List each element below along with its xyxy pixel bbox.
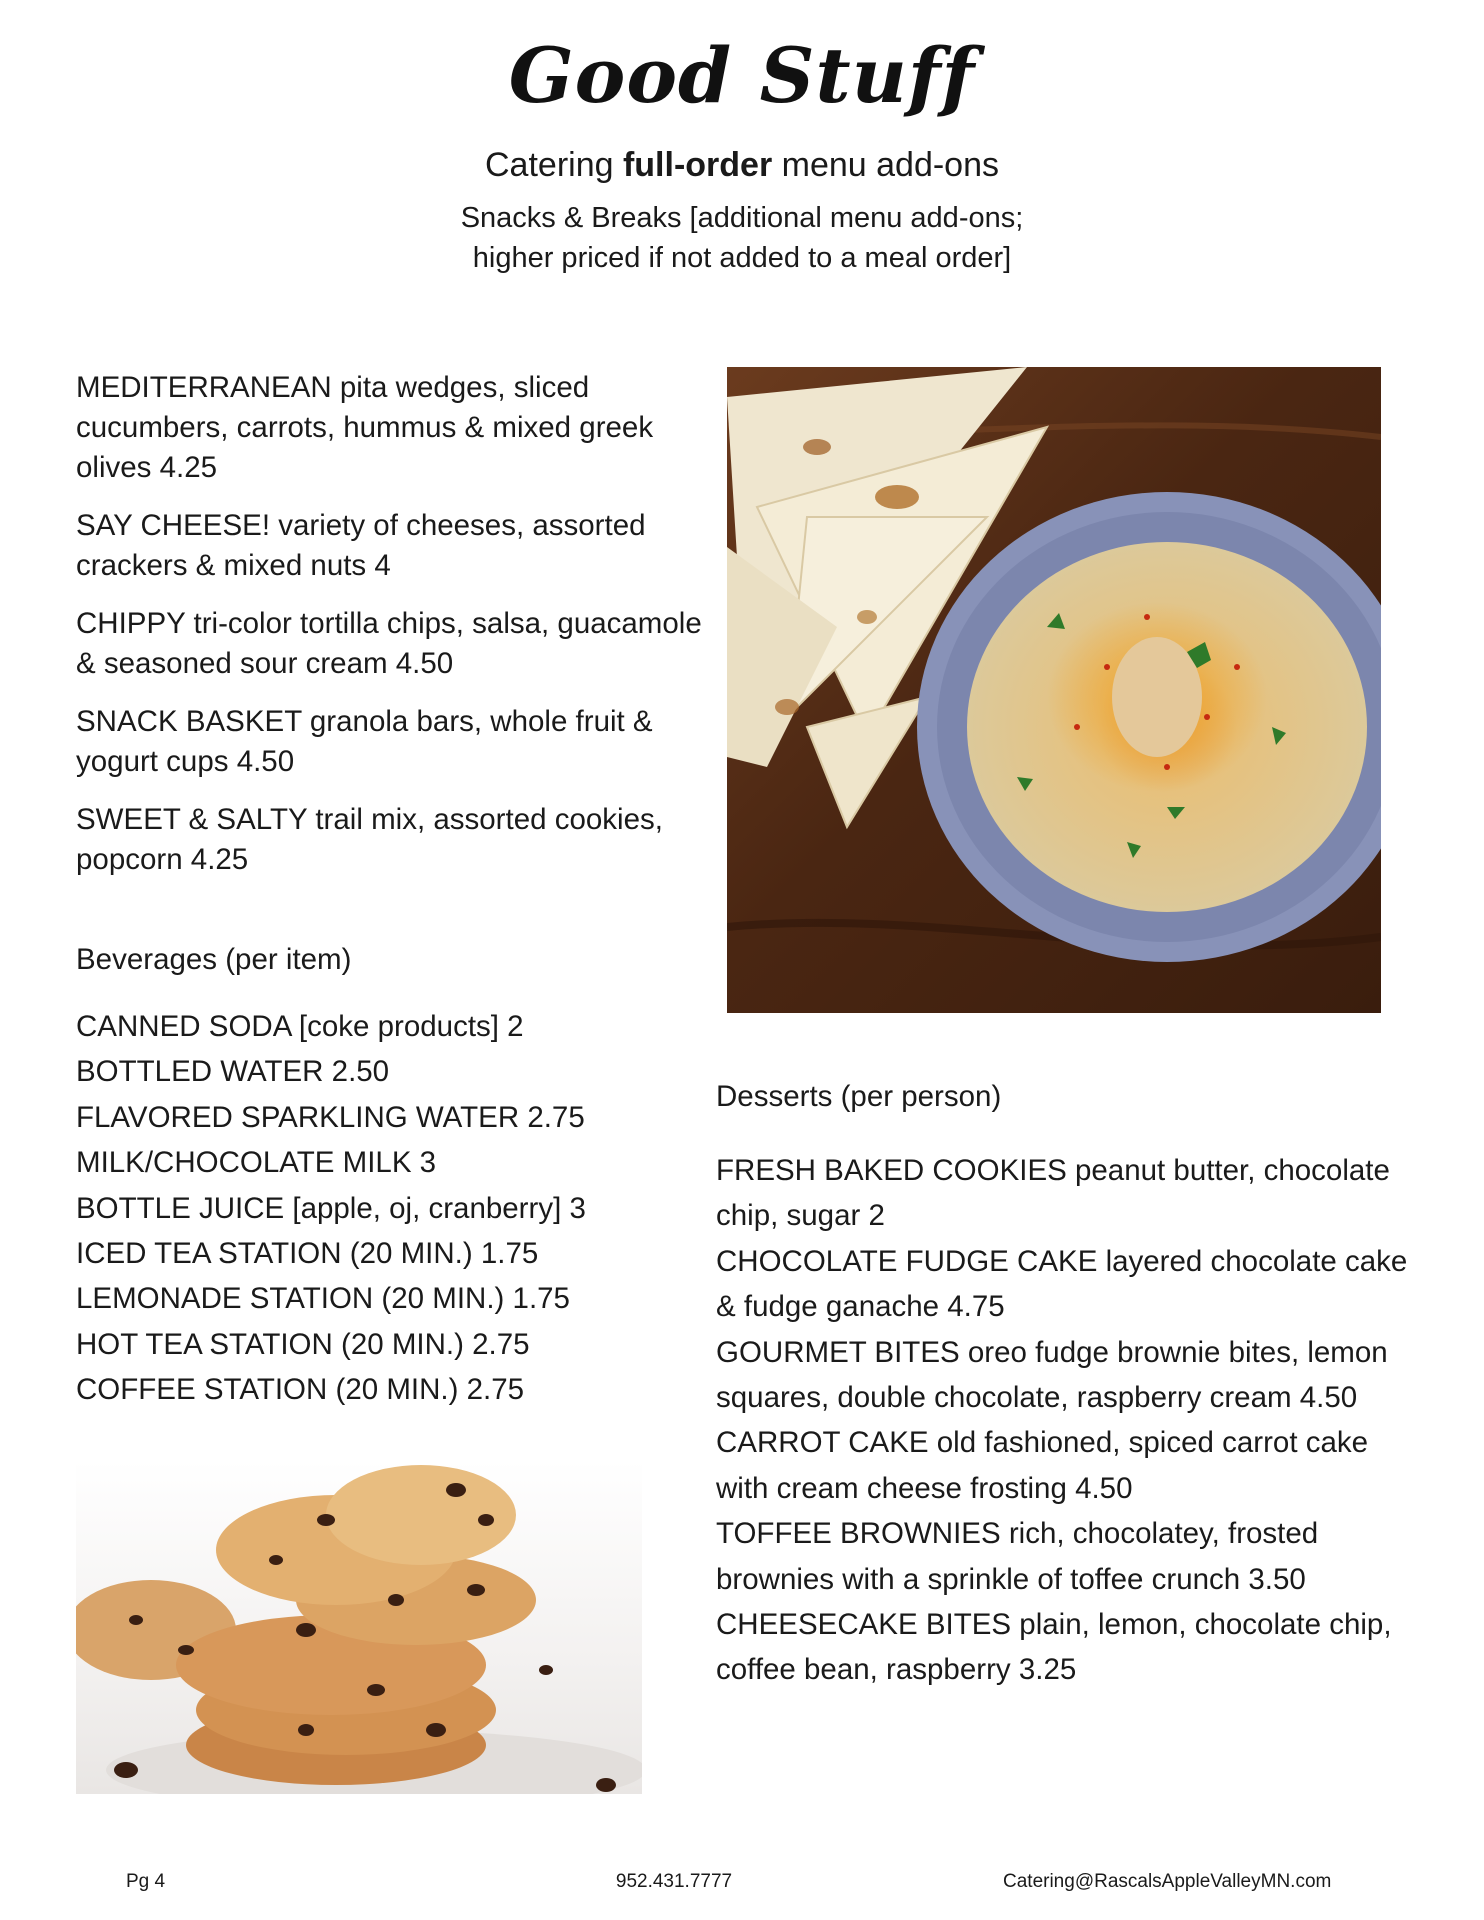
beverage-item: BOTTLED WATER 2.50	[76, 1055, 390, 1089]
note-line-1: Snacks & Breaks [additional menu add-ons;	[460, 202, 1024, 234]
dessert-item: FRESH BAKED COOKIES peanut butter, chocolate chip, sugar 2	[716, 1154, 1390, 1233]
desserts-list	[716, 1148, 1426, 1693]
snack-item: SNACK BASKET granola bars, whole fruit & yogurt cups 4.50	[76, 705, 653, 778]
beverage-item: FLAVORED SPARKLING WATER 2.75	[76, 1100, 585, 1134]
note-line-2: higher priced if not added to a meal order]	[472, 242, 1012, 274]
dessert-item: GOURMET BITES oreo fudge brownie bites, lemon squares, double chocolate, raspberry cream 4.50	[716, 1335, 1388, 1415]
snacks-breaks-note	[0, 198, 1484, 278]
snack-item: SWEET & SALTY trail mix, assorted cookies, popcorn 4.25	[76, 803, 663, 876]
beverage-item: COFFEE STATION (20 MIN.) 2.75	[76, 1373, 525, 1407]
footer-email: Catering@RascalsAppleValleyMN.com	[1003, 1871, 1332, 1892]
beverage-item: LEMONADE STATION (20 MIN.) 1.75	[76, 1282, 570, 1316]
footer-phone: 952.431.7777	[615, 1871, 733, 1892]
beverage-item: BOTTLE JUICE [apple, oj, cranberry] 3	[76, 1191, 586, 1225]
dessert-item: CHEESECAKE BITES plain, lemon, chocolate chip, coffee bean, raspberry 3.25	[716, 1608, 1392, 1687]
snack-item: SAY CHEESE! variety of cheeses, assorted crackers & mixed nuts 4	[76, 509, 646, 582]
beverage-item: MILK/CHOCOLATE MILK 3	[76, 1146, 437, 1180]
snack-item: MEDITERRANEAN pita wedges, sliced cucumbers, carrots, hummus & mixed greek olives 4.25	[76, 371, 654, 484]
beverage-item: HOT TEA STATION (20 MIN.) 2.75	[76, 1327, 530, 1361]
hummus-with-pita-photo	[727, 367, 1381, 1013]
dessert-item: CHOCOLATE FUDGE CAKE layered chocolate cake & fudge ganache 4.75	[716, 1244, 1408, 1324]
hummus-illustration	[727, 367, 1381, 1013]
snacks-list	[76, 368, 716, 898]
beverage-item: CANNED SODA [coke products] 2	[76, 1010, 524, 1043]
beverages-heading: Beverages (per item)	[76, 943, 352, 976]
subtitle-suffix: menu add-ons	[772, 146, 999, 184]
desserts-heading: Desserts (per person)	[716, 1080, 1002, 1113]
subtitle-prefix: Catering	[485, 146, 623, 184]
page-subtitle	[0, 145, 1484, 185]
footer-page-number: Pg 4	[126, 1871, 166, 1892]
dessert-item: CARROT CAKE old fashioned, spiced carrot cake with cream cheese frosting 4.50	[716, 1426, 1369, 1505]
cookies-illustration	[76, 1460, 642, 1794]
chocolate-chip-cookies-photo	[76, 1460, 642, 1794]
dessert-item: TOFFEE BROWNIES rich, chocolatey, frosted brownies with a sprinkle of toffee crunch 3.50	[716, 1517, 1319, 1596]
logo-good-stuff: Good Stuff	[508, 31, 976, 120]
beverages-list	[76, 1004, 716, 1413]
beverage-item: ICED TEA STATION (20 MIN.) 1.75	[76, 1237, 539, 1271]
subtitle-bold: full-order	[622, 146, 773, 184]
snack-item: CHIPPY tri-color tortilla chips, salsa, guacamole & seasoned sour cream 4.50	[76, 607, 702, 680]
